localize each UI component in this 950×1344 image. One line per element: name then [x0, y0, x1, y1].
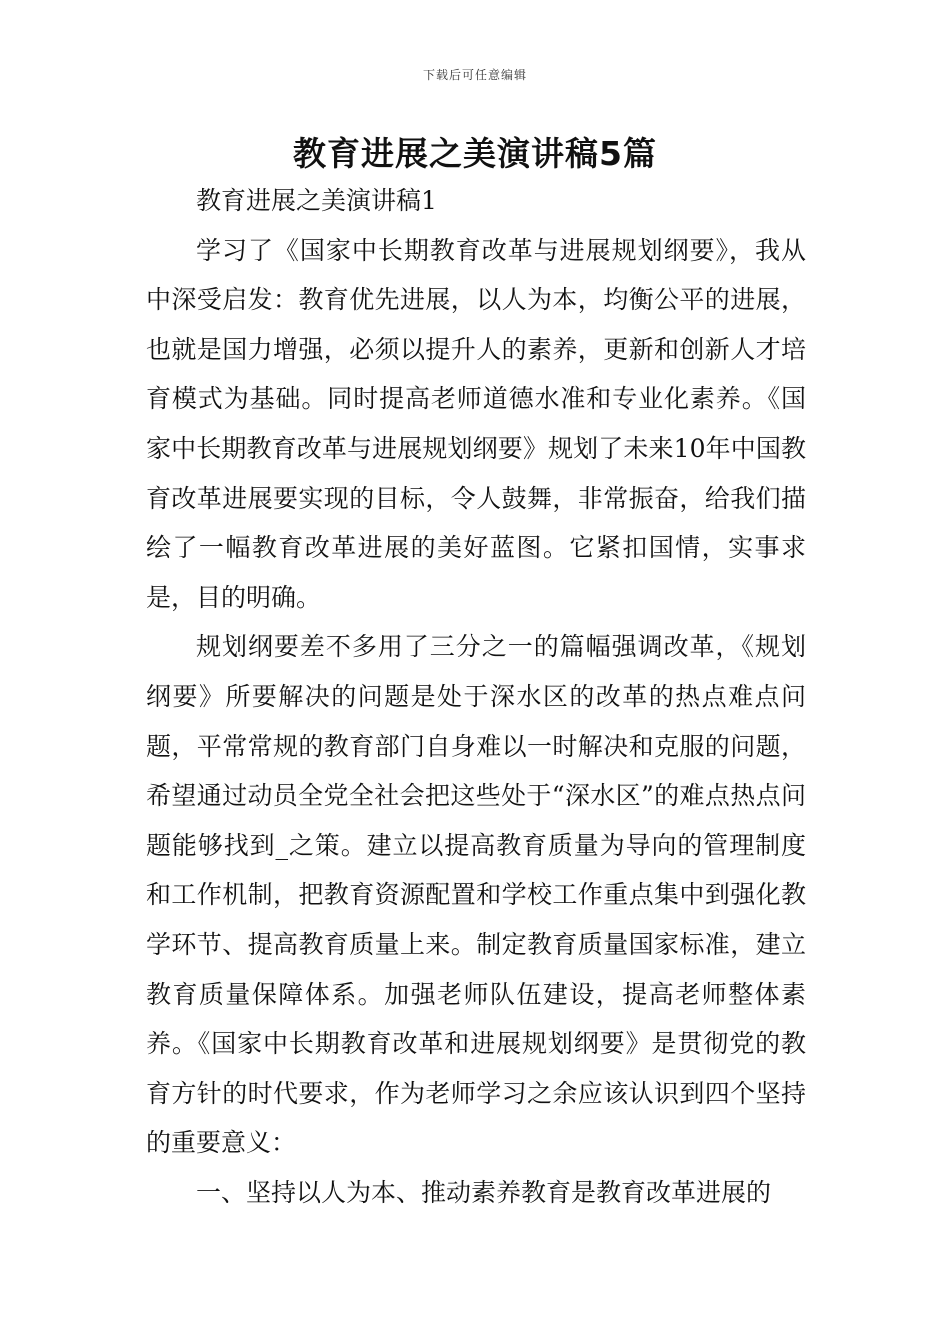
- header-note: 下载后可任意编辑: [422, 68, 527, 82]
- paragraph-2: 规划纲要差不多用了三分之一的篇幅强调改革，《规划纲要》所要解决的问题是处于深水区的改革的热点难点问题，平常常规的教育部门自身难以一时解决和克服的问题，希望通过动员全党全社会把这些处于“深水区”的难点热点问题能够找到_之策。建立以提高教育质量为导向的管理制度和工作机制，把教育资源配置和学校工作重点集中到强化教学环节、提高教育质量上来。制定教育质量国家标准，建立教育质量保障体系。加强老师队伍建设，提高老师整体素养。《国家中长期教育改革和进展规划纲要》是贯彻党的教育方针的时代要求，作为老师学习之余应该认识到四个坚持的重要意义：: [146, 632, 806, 1158]
- document-title: 教育进展之美演讲稿5篇: [293, 134, 657, 173]
- document-body: [146, 176, 806, 1217]
- section-subheading: 教育进展之美演讲稿1: [196, 186, 437, 215]
- paragraph-1: 学习了《国家中长期教育改革与进展规划纲要》，我从中深受启发：教育优先进展，以人为本，均衡公平的进展，也就是国力增强，必须以提升人的素养，更新和创新人才培育模式为基础。同时提高老师道德水准和专业化素养。《国家中长期教育改革与进展规划纲要》规划了未来10年中国教育改革进展要实现的目标，令人鼓舞，非常振奋，给我们描绘了一幅教育改革进展的美好蓝图。它紧扣国情，实事求是，目的明确。: [146, 235, 806, 612]
- paragraph-3: 一、坚持以人为本、推动素养教育是教育改革进展的: [196, 1177, 772, 1207]
